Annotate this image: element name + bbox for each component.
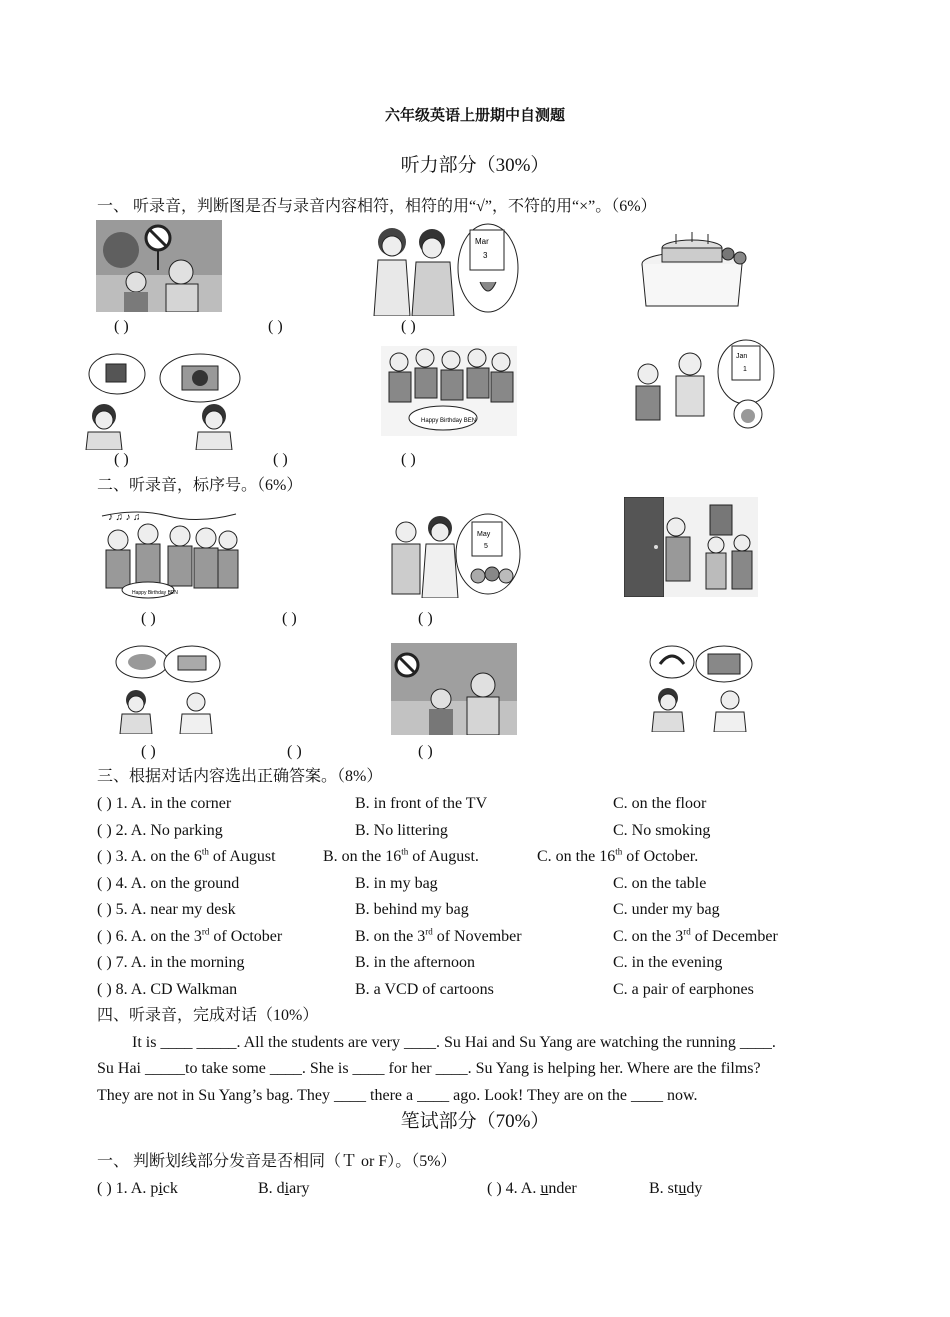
listening-section-header: 听力部分（30%） — [400, 155, 550, 176]
calendar-day-label: 3 — [483, 251, 488, 260]
question-7-option-b: B. in the afternoon — [355, 954, 475, 971]
answer-paren[interactable]: ( ) — [141, 743, 156, 760]
question-2-option-c: C. No smoking — [613, 822, 711, 839]
answer-paren[interactable]: ( ) — [268, 318, 283, 335]
answer-paren[interactable]: ( ) — [114, 318, 129, 335]
part3-instruction: 三、根据对话内容选出正确答案。（8%） — [97, 768, 383, 785]
part4-instruction: 四、听录音，完成对话（10%） — [97, 1007, 319, 1024]
cake-text: Happy Birthday BEN — [132, 590, 178, 596]
boys-newyear-calendar-image — [628, 338, 776, 434]
birthday-party-group-image — [381, 346, 517, 436]
no-littering-boys-image — [391, 643, 517, 735]
question-6-option-b: B. on the 3rd of November — [355, 926, 522, 945]
question-5: ( ) 5. A. near my desk — [97, 901, 236, 918]
written-question-1: ( ) 1. A. pick — [97, 1180, 178, 1197]
dialogue-line-1: It is ____ _____. All the students are very ____. Su Hai and Su Yang are watching the running ____. — [132, 1034, 776, 1051]
question-4-option-b: B. in my bag — [355, 875, 438, 892]
question-4: ( ) 4. A. on the ground — [97, 875, 240, 892]
answer-paren[interactable]: ( ) — [418, 610, 433, 627]
answer-paren[interactable]: ( ) — [401, 451, 416, 468]
question-2-option-b: B. No littering — [355, 822, 448, 839]
camera-thought-kids-image — [82, 350, 242, 450]
question-6-option-c: C. on the 3rd of December — [613, 926, 778, 945]
question-1-option-b: B. in front of the TV — [355, 795, 488, 812]
svg-text:♪ ♫ ♪ ♫: ♪ ♫ ♪ ♫ — [108, 512, 141, 523]
page-title: 六年级英语上册期中自测题 — [384, 108, 565, 124]
written-question-4-option-b: B. study — [649, 1180, 703, 1197]
answer-paren[interactable]: ( ) — [114, 451, 129, 468]
kids-calendar-balloons-image — [388, 512, 522, 598]
part2-instruction: 二、听录音，标序号。（6%） — [97, 477, 303, 494]
writing-section-header: 笔试部分（70%） — [400, 1111, 550, 1132]
dialogue-line-2: Su Hai _____to take some ____. She is ____ for her ____. Su Yang is helping her. Where are the films? — [97, 1060, 761, 1077]
question-3-option-c: C. on the 16th of October. — [537, 846, 699, 865]
question-5-option-b: B. behind my bag — [355, 901, 469, 918]
answer-paren[interactable]: ( ) — [141, 610, 156, 627]
calendar-day-label: 1 — [743, 366, 747, 373]
question-1-option-c: C. on the floor — [613, 795, 707, 812]
question-2: ( ) 2. A. No parking — [97, 822, 223, 839]
calendar-month-label: May — [477, 531, 491, 538]
birthday-cake-table-image — [636, 224, 756, 310]
music-thought-kids-image — [646, 644, 756, 732]
dialogue-line-3: They are not in Su Yang’s bag. They ____ there a ____ ago. Look! They are on the ____ now. — [97, 1087, 698, 1104]
no-parking-boys-image — [96, 220, 222, 312]
question-1: ( ) 1. A. in the corner — [97, 795, 232, 812]
question-3: ( ) 3. A. on the 6th of August — [97, 846, 276, 865]
answer-paren[interactable]: ( ) — [418, 743, 433, 760]
answer-paren[interactable]: ( ) — [282, 610, 297, 627]
question-4-option-c: C. on the table — [613, 875, 707, 892]
question-5-option-c: C. under my bag — [613, 901, 720, 918]
singing-party-group-image — [98, 506, 240, 600]
question-3-option-b: B. on the 16th of August. — [323, 846, 479, 865]
answer-paren[interactable]: ( ) — [273, 451, 288, 468]
written-question-4: ( ) 4. A. under — [487, 1180, 577, 1197]
food-thought-kids-image — [112, 644, 222, 734]
written-part1-instruction: 一、 判断划线部分发音是否相同（Ｔ or F）。（5%） — [97, 1153, 457, 1170]
cake-text: Happy Birthday BEN — [421, 418, 477, 424]
calendar-month-label: Jan — [736, 353, 748, 360]
girls-birthday-calendar-image — [370, 220, 520, 316]
answer-paren[interactable]: ( ) — [401, 318, 416, 335]
calendar-day-label: 5 — [484, 543, 488, 550]
question-8-option-c: C. a pair of earphones — [613, 981, 754, 998]
question-7: ( ) 7. A. in the morning — [97, 954, 245, 971]
question-6: ( ) 6. A. on the 3rd of October — [97, 926, 283, 945]
question-8-option-b: B. a VCD of cartoons — [355, 981, 494, 998]
door-boys-image — [624, 497, 758, 597]
written-question-1-option-b: B. diary — [258, 1180, 310, 1197]
question-7-option-c: C. in the evening — [613, 954, 723, 971]
part1-instruction: 一、 听录音，判断图是否与录音内容相符，相符的用“√”，不符的用“×”。（6%） — [97, 198, 657, 215]
question-8: ( ) 8. A. CD Walkman — [97, 981, 238, 998]
answer-paren[interactable]: ( ) — [287, 743, 302, 760]
calendar-month-label: Mar — [475, 237, 489, 246]
